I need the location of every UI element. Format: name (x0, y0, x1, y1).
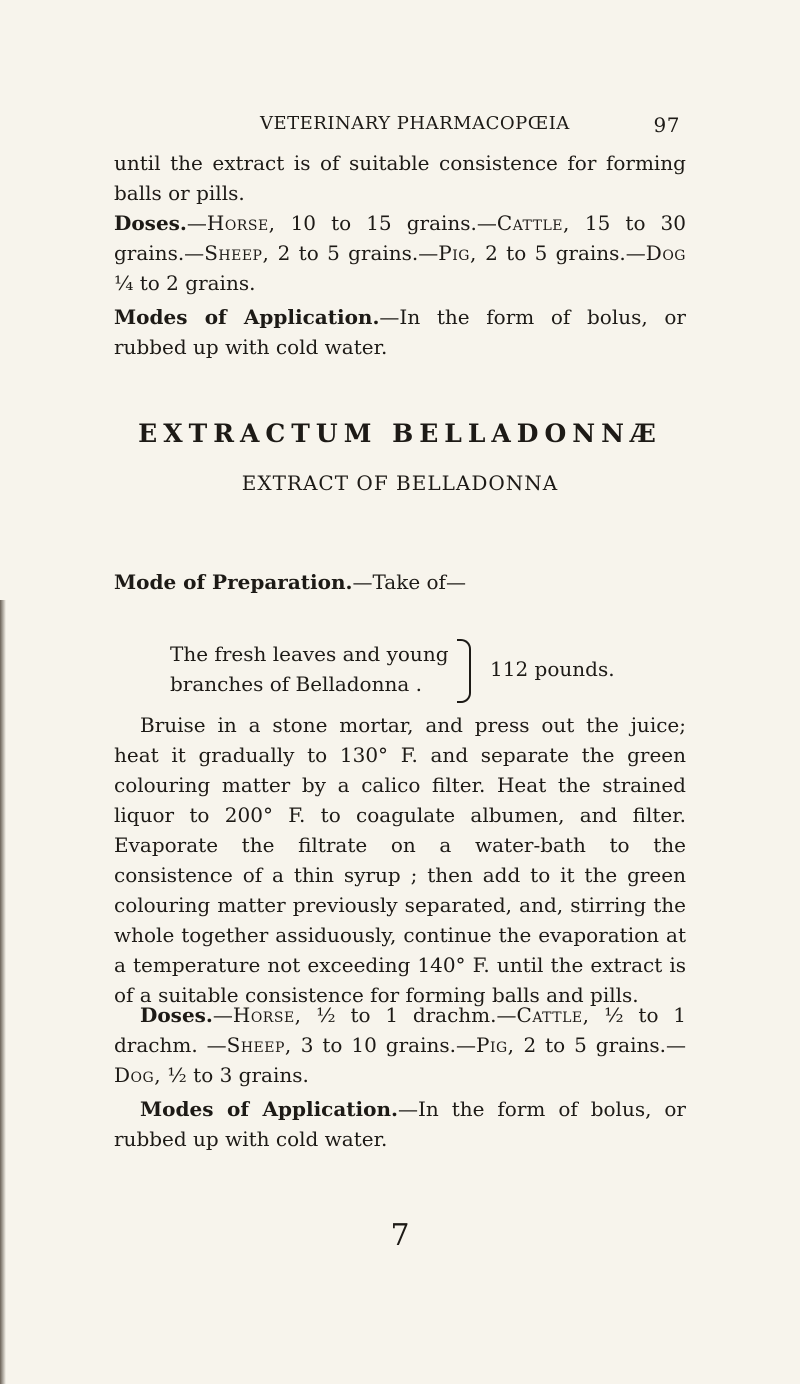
modes-text: —In the form of bolus, or rubbed up with cold water. (114, 305, 686, 359)
modes-label: Modes of Application. (114, 305, 380, 329)
ingredient-line-2: branches of Belladonna . (170, 672, 423, 696)
dose-sheep: 2 to 5 grains.— (269, 241, 439, 265)
section-title-english: EXTRACT OF BELLADONNA (241, 471, 559, 495)
dose-sheep-2: 3 to 10 grains.— (291, 1033, 476, 1057)
binding-edge (0, 600, 6, 1384)
signature-mark: 7 (390, 1218, 410, 1253)
continuation-paragraph: until the extract is of suitable consistence for forming balls or pills. (114, 151, 686, 205)
dose-cattle: 15 to 30 grains.— (114, 211, 686, 265)
doses-label: Doses. (114, 211, 187, 235)
animal-dog-2: Dog, (114, 1063, 162, 1087)
doses-paragraph-1: Doses.—Horse, 10 to 15 grains.—Cattle, 15 to 30 grains.—Sheep, 2 to 5 grains.—Pig, 2 to 5 grains.—Dog ¼ to 2 grains. (114, 211, 686, 295)
ingredient-entry (160, 639, 720, 703)
ingredient-line-1: The fresh leaves and young (170, 642, 449, 666)
animal-cattle-2: Cattle, (516, 1003, 590, 1027)
dose-dog: ¼ to 2 grains. (114, 271, 256, 295)
running-title: VETERINARY PHARMACOPŒIA (260, 113, 570, 134)
brace-mark (457, 639, 471, 703)
modes-text-2: —In the form of bolus, or rubbed up with cold water. (114, 1097, 686, 1151)
dose-pig: 2 to 5 grains.— (476, 241, 646, 265)
modes-paragraph-2 (114, 1094, 686, 1154)
animal-dog: Dog (645, 241, 686, 265)
doses-label-2: Doses. (140, 1003, 213, 1027)
modes-paragraph-1 (114, 302, 686, 362)
animal-pig-2: Pig, (475, 1033, 515, 1057)
modes-label-2: Modes of Application. (140, 1097, 398, 1121)
section-title-latin: EXTRACTUM BELLADONNÆ (138, 419, 662, 448)
dose-pig-2: 2 to 5 grains.— (514, 1033, 686, 1057)
dose-horse: 10 to 15 grains.— (275, 211, 497, 235)
preparation-instructions: Bruise in a stone mortar, and press out the juice; heat it gradually to 130° F. and separate the green colouring matter by a calico filter. Heat the strained liquor to 200° F. to coagulate albumen, and filter. Evaporate the filtrate on a water-bath to the consistence of a thin syrup ; then add to it the green colouring matter previously separated, and, stirring the whole together assiduously, continue the evaporation at a temperature not exceeding 140° F. until the extract is of a suitable consistence for forming balls and pills. (114, 713, 686, 1007)
animal-horse: Horse, (206, 211, 276, 235)
preparation-intro: —Take of— (352, 570, 466, 594)
animal-pig: Pig, (438, 241, 477, 265)
ingredient-quantity: 112 pounds. (490, 657, 615, 681)
animal-sheep-2: Sheep, (226, 1033, 292, 1057)
preparation-label: Mode of Preparation. (114, 570, 353, 594)
ingredient-name (170, 639, 470, 699)
animal-cattle: Cattle, (496, 211, 570, 235)
animal-horse-2: Horse, (232, 1003, 302, 1027)
dose-horse-2: ½ to 1 drachm.— (301, 1003, 517, 1027)
dose-dog-2: ½ to 3 grains. (161, 1063, 309, 1087)
running-head (260, 113, 680, 137)
folio-number: 97 (653, 113, 680, 137)
animal-sheep: Sheep, (204, 241, 270, 265)
dose-cattle-2: ½ to 1 drachm. — (114, 1003, 686, 1057)
preparation-heading (114, 567, 686, 597)
doses-paragraph-2: Doses.—Horse, ½ to 1 drachm.—Cattle, ½ to 1 drachm. —Sheep, 3 to 10 grains.—Pig, 2 to 5 grains.—Dog, ½ to 3 grains. (114, 1003, 686, 1087)
